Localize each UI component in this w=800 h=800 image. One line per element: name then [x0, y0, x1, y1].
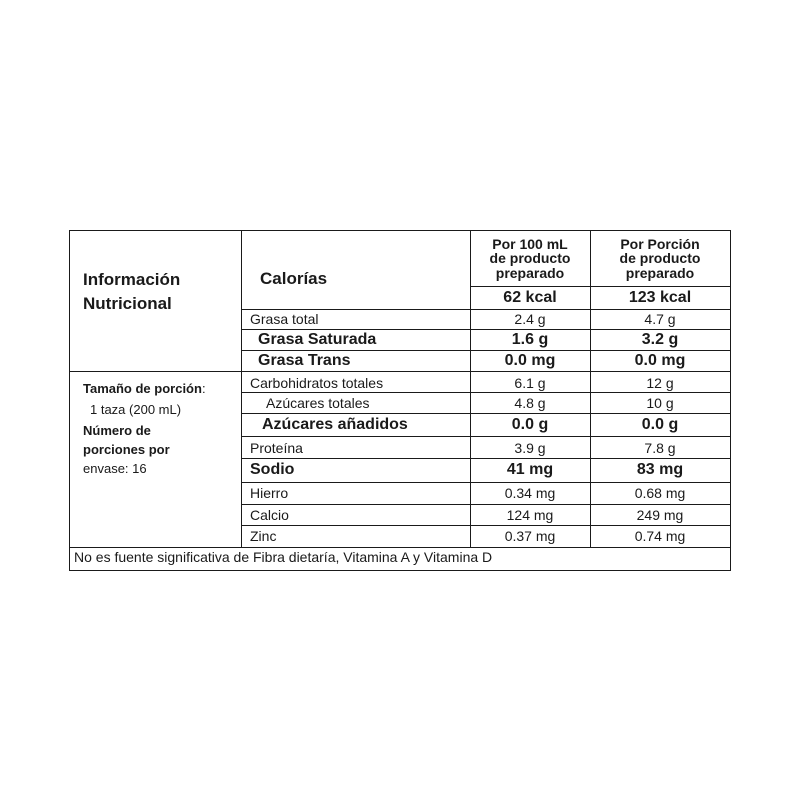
nutrient-portion-carbohidratos: 12 g	[646, 375, 674, 391]
nutrient-name-carbohidratos: Carbohidratos totales	[250, 375, 384, 391]
servings-label-line-1: Número de	[83, 423, 151, 438]
nutrient-name-sodio: Sodio	[250, 461, 295, 478]
serving-size-value: 1 taza (200 mL)	[90, 402, 182, 417]
header-col1-line-1: Por 100 mL	[492, 236, 568, 252]
divider-row-4	[241, 392, 730, 393]
serving-size-label-text: Tamaño de porción	[83, 381, 202, 396]
nutrient-name-proteina: Proteína	[250, 440, 303, 456]
nutrient-per100-sodio: 41 mg	[506, 461, 554, 478]
divider-row-1	[241, 329, 730, 330]
divider-row-6	[241, 436, 730, 437]
header-col1-line-3: preparado	[495, 265, 565, 281]
title-line-2: Nutricional	[83, 294, 172, 313]
nutrient-portion-calcio: 249 mg	[636, 507, 684, 523]
nutrient-portion-azucares-totales: 10 g	[646, 395, 674, 411]
divider-row-5	[241, 413, 730, 414]
nutrient-name-azucares-totales: Azúcares totales	[266, 395, 370, 411]
nutrition-facts-table	[69, 230, 731, 571]
nutrient-per100-grasa-saturada: 1.6 g	[511, 331, 549, 348]
divider-header	[241, 309, 730, 310]
nutrient-portion-sodio: 83 mg	[636, 461, 684, 478]
nutrient-portion-grasa-total: 4.7 g	[644, 311, 676, 327]
calories-label: Calorías	[260, 269, 328, 288]
nutrient-portion-hierro: 0.68 mg	[634, 485, 686, 501]
nutrient-name-grasa-trans: Grasa Trans	[258, 352, 351, 369]
nutrient-per100-hierro: 0.34 mg	[504, 485, 556, 501]
nutrient-per100-zinc: 0.37 mg	[504, 528, 556, 544]
nutrient-per100-azucares-totales: 4.8 g	[514, 395, 546, 411]
servings-label-line-2: porciones por	[83, 442, 170, 457]
serving-size-label	[83, 382, 206, 395]
servings-value: envase: 16	[83, 461, 147, 476]
divider-header-values	[470, 286, 730, 287]
nutrient-per100-grasa-total: 2.4 g	[514, 311, 546, 327]
nutrient-per100-azucares-anadidos: 0.0 g	[511, 416, 549, 433]
nutrient-name-grasa-total: Grasa total	[250, 311, 319, 327]
header-col1-line-2: de producto	[489, 250, 571, 266]
kcal-per-100ml: 62 kcal	[503, 289, 557, 306]
divider-left-panel-mid	[70, 371, 241, 372]
nutrient-per100-carbohidratos: 6.1 g	[514, 375, 546, 391]
nutrient-name-azucares-anadidos: Azúcares añadidos	[262, 416, 408, 433]
nutrient-portion-grasa-trans: 0.0 mg	[634, 352, 686, 369]
nutrient-name-hierro: Hierro	[250, 485, 289, 501]
divider-row-8	[241, 482, 730, 483]
divider-row-10	[241, 525, 730, 526]
serving-size-label-colon: :	[201, 381, 206, 396]
footer-note: No es fuente significativa de Fibra dietaría, Vitamina A y Vitamina D	[74, 549, 493, 565]
nutrient-name-grasa-saturada: Grasa Saturada	[258, 331, 377, 348]
title-line-1: Información	[83, 270, 181, 289]
kcal-per-portion: 123 kcal	[628, 289, 692, 306]
divider-left-panel	[241, 231, 242, 547]
header-col2-line-1: Por Porción	[620, 236, 700, 252]
nutrient-per100-grasa-trans: 0.0 mg	[504, 352, 556, 369]
nutrient-name-calcio: Calcio	[250, 507, 289, 523]
nutrient-portion-grasa-saturada: 3.2 g	[641, 331, 679, 348]
nutrient-portion-zinc: 0.74 mg	[634, 528, 686, 544]
nutrient-per100-proteina: 3.9 g	[514, 440, 546, 456]
header-col2-line-3: preparado	[625, 265, 695, 281]
nutrient-per100-calcio: 124 mg	[506, 507, 554, 523]
nutrient-portion-azucares-anadidos: 0.0 g	[641, 416, 679, 433]
divider-row-3	[241, 371, 730, 372]
divider-row-9	[241, 504, 730, 505]
nutrient-portion-proteina: 7.8 g	[644, 440, 676, 456]
divider-row-2	[241, 350, 730, 351]
divider-footer	[70, 547, 730, 548]
divider-row-7	[241, 458, 730, 459]
nutrient-name-zinc: Zinc	[250, 528, 277, 544]
header-col2-line-2: de producto	[619, 250, 701, 266]
